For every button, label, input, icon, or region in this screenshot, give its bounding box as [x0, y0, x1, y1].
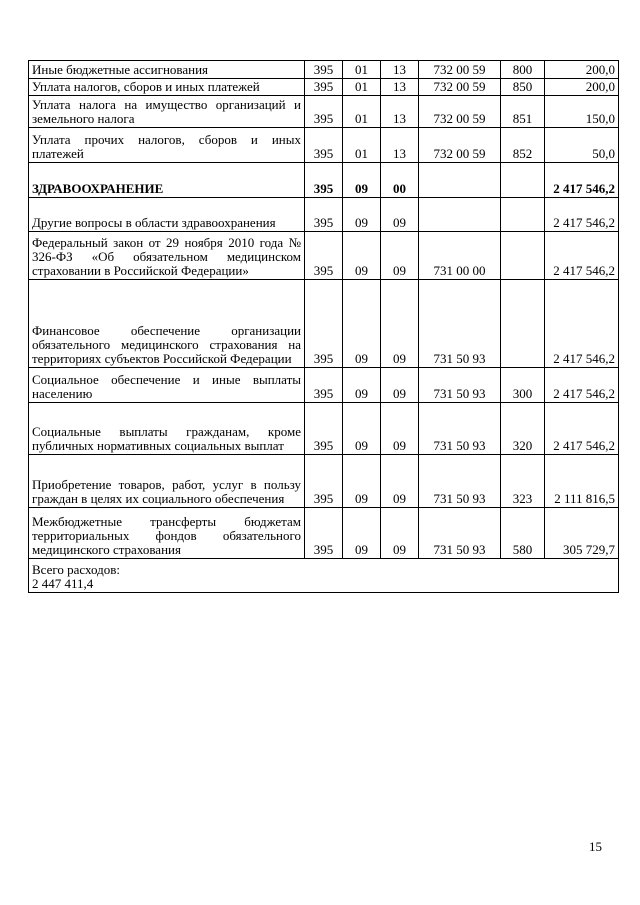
row-amount: 2 417 546,2 [545, 280, 619, 368]
row-name: Уплата прочих налогов, сборов и иных платежей [29, 128, 305, 163]
row-ved: 395 [305, 232, 343, 280]
row-name: Федеральный закон от 29 ноября 2010 года № 326-ФЗ «Об обязательном медицинском страховании в Российской Федерации» [29, 232, 305, 280]
row-pr: 13 [381, 61, 419, 79]
table-body [29, 61, 619, 593]
budget-table [28, 60, 619, 593]
table-row [29, 403, 619, 455]
row-rz: 09 [343, 280, 381, 368]
row-rz: 09 [343, 368, 381, 403]
table-row [29, 61, 619, 79]
row-pr: 09 [381, 508, 419, 559]
row-csr: 731 50 93 [419, 403, 501, 455]
row-name: Другие вопросы в области здравоохранения [29, 198, 305, 232]
row-ved: 395 [305, 368, 343, 403]
table-row-section-health [29, 163, 619, 198]
row-vr: 300 [501, 368, 545, 403]
row-amount: 305 729,7 [545, 508, 619, 559]
row-rz: 01 [343, 96, 381, 128]
row-amount: 2 417 546,2 [545, 368, 619, 403]
row-name: Уплата налогов, сборов и иных платежей [29, 79, 305, 96]
table-row [29, 96, 619, 128]
row-name: ЗДРАВООХРАНЕНИЕ [29, 163, 305, 198]
row-amount: 200,0 [545, 61, 619, 79]
row-vr: 580 [501, 508, 545, 559]
row-rz: 09 [343, 198, 381, 232]
row-name: Социальные выплаты гражданам, кроме публичных нормативных социальных выплат [29, 403, 305, 455]
row-ved: 395 [305, 79, 343, 96]
table-row [29, 79, 619, 96]
row-rz: 09 [343, 232, 381, 280]
row-pr: 09 [381, 403, 419, 455]
row-csr: 731 50 93 [419, 508, 501, 559]
row-csr: 732 00 59 [419, 61, 501, 79]
row-rz: 01 [343, 61, 381, 79]
row-rz: 01 [343, 128, 381, 163]
row-vr: 852 [501, 128, 545, 163]
table-row [29, 232, 619, 280]
row-csr: 732 00 59 [419, 128, 501, 163]
table-row [29, 368, 619, 403]
row-amount: 2 417 546,2 [545, 163, 619, 198]
row-rz: 09 [343, 455, 381, 508]
row-name: Уплата налога на имущество организаций и земельного налога [29, 96, 305, 128]
table-row [29, 280, 619, 368]
row-ved: 395 [305, 403, 343, 455]
row-name: Иные бюджетные ассигнования [29, 61, 305, 79]
row-csr: 731 50 93 [419, 280, 501, 368]
row-pr: 13 [381, 96, 419, 128]
table-row [29, 128, 619, 163]
row-ved: 395 [305, 508, 343, 559]
row-amount: 150,0 [545, 96, 619, 128]
row-amount: 2 111 816,5 [545, 455, 619, 508]
table-row [29, 198, 619, 232]
row-amount: 50,0 [545, 128, 619, 163]
row-vr: 800 [501, 61, 545, 79]
table-row [29, 508, 619, 559]
row-vr: 323 [501, 455, 545, 508]
row-vr [501, 280, 545, 368]
row-ved: 395 [305, 96, 343, 128]
row-ved: 395 [305, 128, 343, 163]
row-csr [419, 163, 501, 198]
row-vr: 850 [501, 79, 545, 96]
row-rz: 09 [343, 163, 381, 198]
row-pr: 09 [381, 198, 419, 232]
row-ved: 395 [305, 163, 343, 198]
row-ved: 395 [305, 198, 343, 232]
row-name: Социальное обеспечение и иные выплаты населению [29, 368, 305, 403]
row-amount: 200,0 [545, 79, 619, 96]
total-cell [29, 559, 619, 593]
row-pr: 00 [381, 163, 419, 198]
row-amount: 2 417 546,2 [545, 232, 619, 280]
row-csr: 731 50 93 [419, 455, 501, 508]
row-vr: 851 [501, 96, 545, 128]
total-value: 2 447 411,4 [32, 576, 94, 591]
row-rz: 01 [343, 79, 381, 96]
row-csr: 731 00 00 [419, 232, 501, 280]
row-pr: 13 [381, 128, 419, 163]
total-label: Всего расходов: [32, 562, 120, 577]
row-pr: 09 [381, 280, 419, 368]
row-ved: 395 [305, 61, 343, 79]
row-csr [419, 198, 501, 232]
table-total-row [29, 559, 619, 593]
row-pr: 09 [381, 455, 419, 508]
row-rz: 09 [343, 508, 381, 559]
row-name: Финансовое обеспечение организации обязательного медицинского страхования на территориях субъектов Российской Федерации [29, 280, 305, 368]
row-ved: 395 [305, 280, 343, 368]
row-vr [501, 163, 545, 198]
row-rz: 09 [343, 403, 381, 455]
row-pr: 09 [381, 368, 419, 403]
row-name: Межбюджетные трансферты бюджетам территориальных фондов обязательного медицинского страхования [29, 508, 305, 559]
row-amount: 2 417 546,2 [545, 403, 619, 455]
row-amount: 2 417 546,2 [545, 198, 619, 232]
row-csr: 732 00 59 [419, 79, 501, 96]
row-pr: 09 [381, 232, 419, 280]
page-number: 15 [589, 839, 602, 854]
table-row [29, 455, 619, 508]
row-vr: 320 [501, 403, 545, 455]
row-ved: 395 [305, 455, 343, 508]
row-pr: 13 [381, 79, 419, 96]
row-csr: 731 50 93 [419, 368, 501, 403]
row-csr: 732 00 59 [419, 96, 501, 128]
row-name: Приобретение товаров, работ, услуг в пользу граждан в целях их социального обеспечения [29, 455, 305, 508]
row-vr [501, 198, 545, 232]
row-vr [501, 232, 545, 280]
